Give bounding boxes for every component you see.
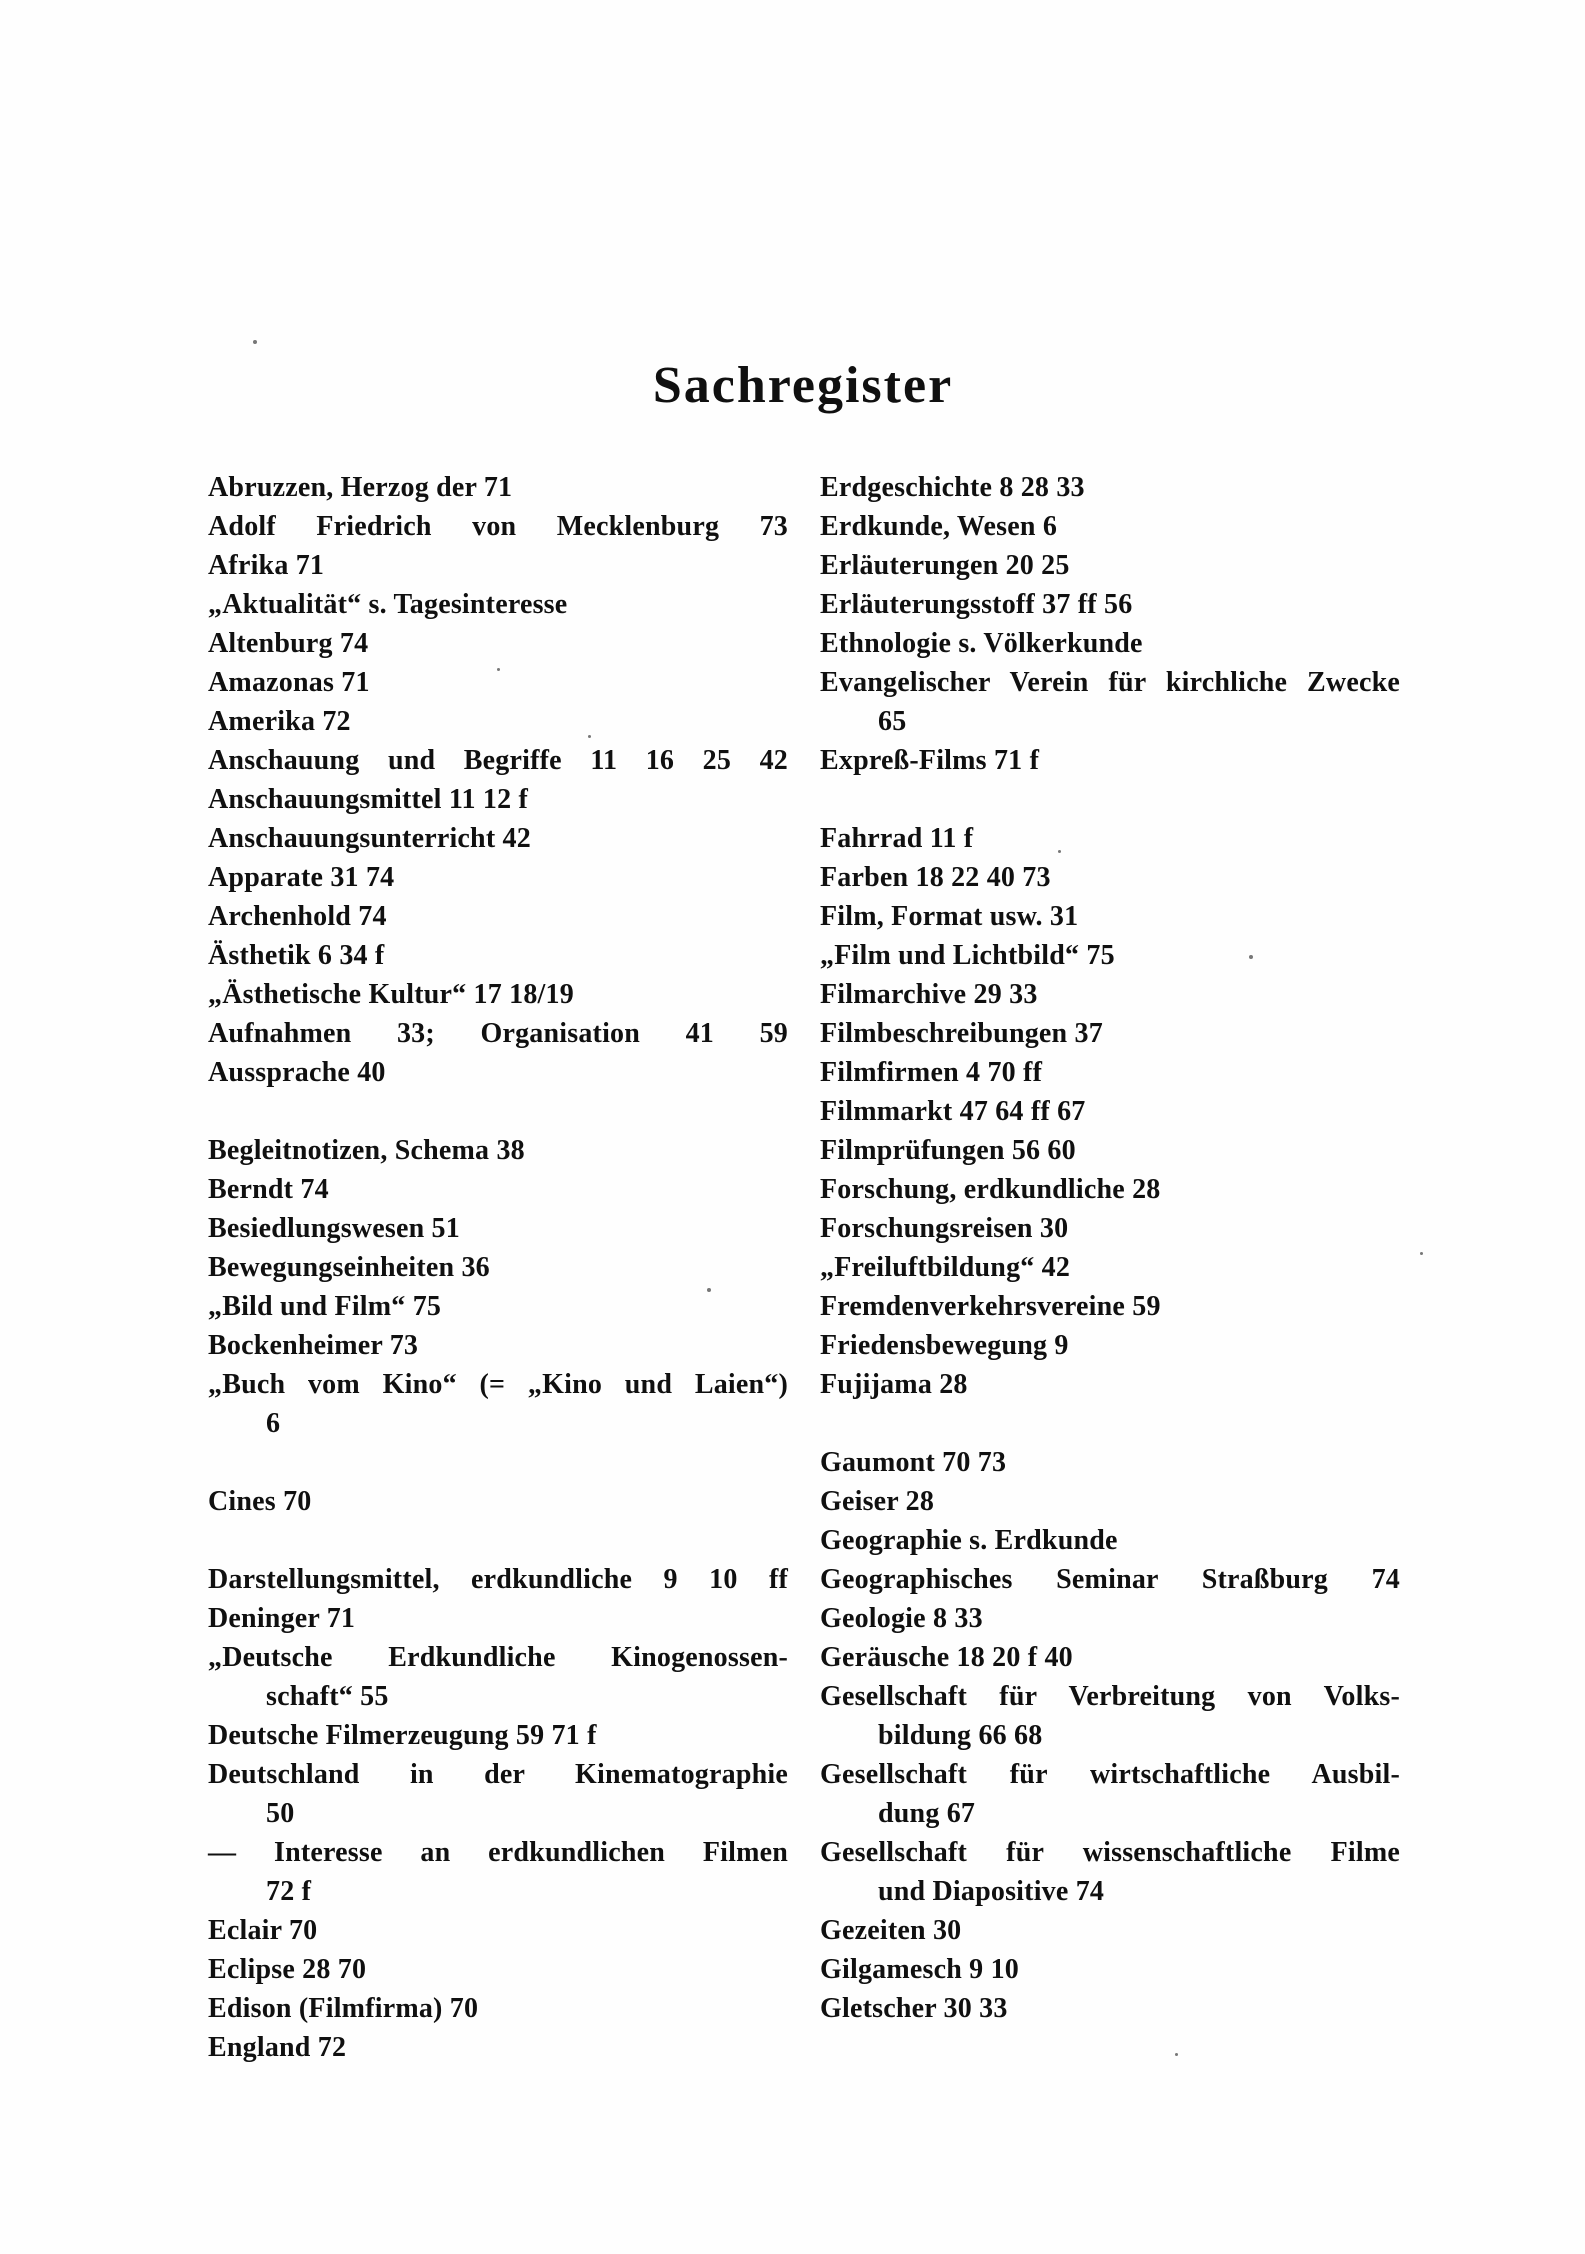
index-entry: Altenburg 74 (208, 628, 369, 659)
scan-speck (1420, 1252, 1423, 1255)
index-group (208, 1131, 788, 1443)
index-entry: schaft“ 55 (266, 1681, 389, 1712)
index-entry: Deutschland in der Kinematographie (208, 1759, 788, 1790)
index-entry: Forschungsreisen 30 (820, 1213, 1069, 1244)
index-entry: Farben 18 22 40 73 (820, 862, 1051, 893)
index-entry: Gilgamesch 9 10 (820, 1954, 1019, 1985)
page-title: Sachregister (652, 357, 954, 414)
index-group (820, 468, 1400, 780)
index-entry: Fremdenverkehrsvereine 59 (820, 1291, 1161, 1322)
index-entry: Begleitnotizen, Schema 38 (208, 1135, 525, 1166)
index-entry: Filmarchive 29 33 (820, 979, 1038, 1010)
index-entry: Filmprüfungen 56 60 (820, 1135, 1076, 1166)
index-entry: Fujijama 28 (820, 1369, 968, 1400)
scan-speck (707, 1288, 711, 1292)
index-entry: Fahrrad 11 f (820, 823, 974, 854)
index-entry: Gezeiten 30 (820, 1915, 962, 1946)
index-columns (208, 468, 1400, 2067)
index-entry: Film, Format usw. 31 (820, 901, 1079, 932)
index-entry: Filmmarkt 47 64 ff 67 (820, 1096, 1086, 1127)
index-entry: Geräusche 18 20 f 40 (820, 1642, 1073, 1673)
index-entry: Amazonas 71 (208, 667, 370, 698)
index-group (820, 819, 1400, 1404)
index-entry: Aussprache 40 (208, 1057, 386, 1088)
index-entry: Erdkunde, Wesen 6 (820, 511, 1058, 542)
index-entry: Eclair 70 (208, 1915, 318, 1946)
index-group (208, 1560, 788, 2067)
index-entry: Darstellungsmittel, erdkundliche 9 10 ff (208, 1564, 788, 1595)
scan-speck (1175, 2053, 1178, 2056)
index-entry: 72 f (266, 1876, 312, 1907)
index-entry: Geiser 28 (820, 1486, 935, 1517)
index-entry: Friedensbewegung 9 (820, 1330, 1069, 1361)
index-entry: Archenhold 74 (208, 901, 387, 932)
index-column-right (820, 468, 1400, 2067)
index-entry: Cines 70 (208, 1486, 312, 1517)
index-entry: Expreß-Films 71 f (820, 745, 1040, 776)
index-entry: Eclipse 28 70 (208, 1954, 367, 1985)
index-entry: Anschauungsmittel 11 12 f (208, 784, 529, 815)
index-entry: Geologie 8 33 (820, 1603, 983, 1634)
index-entry: Abruzzen, Herzog der 71 (208, 472, 513, 503)
scan-speck (1249, 955, 1253, 959)
index-entry: Berndt 74 (208, 1174, 329, 1205)
index-entry: Geographisches Seminar Straßburg 74 (820, 1564, 1400, 1595)
index-entry: Adolf Friedrich von Mecklenburg 73 (208, 511, 788, 542)
index-entry: Evangelischer Verein für kirchliche Zwecke (820, 667, 1400, 698)
index-entry: Erläuterungen 20 25 (820, 550, 1070, 581)
scan-speck (253, 340, 257, 344)
index-entry: Ästhetik 6 34 f (208, 940, 385, 971)
index-group (208, 1482, 788, 1521)
index-entry: Bewegungseinheiten 36 (208, 1252, 490, 1283)
index-entry: Deninger 71 (208, 1603, 356, 1634)
index-group (820, 1443, 1400, 2028)
index-entry: Anschauung und Begriffe 11 16 25 42 (208, 745, 788, 776)
index-entry: Besiedlungswesen 51 (208, 1213, 460, 1244)
index-entry: Amerika 72 (208, 706, 351, 737)
index-entry: bildung 66 68 (878, 1720, 1043, 1751)
index-entry: Gesellschaft für wirtschaftliche Ausbil- (820, 1759, 1400, 1790)
scan-speck (1058, 850, 1061, 853)
index-entry: Deutsche Filmerzeugung 59 71 f (208, 1720, 597, 1751)
index-entry: Gletscher 30 33 (820, 1993, 1008, 2024)
scan-speck (588, 735, 591, 738)
index-entry: 6 (266, 1408, 281, 1439)
index-entry: Forschung, erdkundliche 28 (820, 1174, 1161, 1205)
index-entry: „Deutsche Erdkundliche Kinogenossen- (208, 1642, 788, 1673)
index-entry: Filmfirmen 4 70 ff (820, 1057, 1043, 1088)
index-entry: Aufnahmen 33; Organisation 41 59 (208, 1018, 788, 1049)
index-entry: 65 (878, 706, 907, 737)
index-entry: Erläuterungsstoff 37 ff 56 (820, 589, 1133, 620)
index-entry: und Diapositive 74 (878, 1876, 1105, 1907)
index-column-left (208, 468, 788, 2067)
index-entry: „Bild und Film“ 75 (208, 1291, 442, 1322)
scan-speck (497, 668, 500, 671)
index-entry: Gesellschaft für wissenschaftliche Filme (820, 1837, 1400, 1868)
index-entry: Afrika 71 (208, 550, 325, 581)
index-entry: Erdgeschichte 8 28 33 (820, 472, 1085, 503)
index-entry: „Buch vom Kino“ (= „Kino und Laien“) (208, 1369, 788, 1400)
index-entry: „Aktualität“ s. Tagesinteresse (208, 589, 568, 620)
index-entry: dung 67 (878, 1798, 976, 1829)
index-entry: Ethnologie s. Völkerkunde (820, 628, 1143, 659)
index-entry: „Ästhetische Kultur“ 17 18/19 (208, 979, 574, 1010)
index-entry: Geographie s. Erdkunde (820, 1525, 1118, 1556)
index-entry: Apparate 31 74 (208, 862, 395, 893)
index-entry: Gesellschaft für Verbreitung von Volks- (820, 1681, 1400, 1712)
index-entry: 50 (266, 1798, 295, 1829)
index-entry: „Freiluftbildung“ 42 (820, 1252, 1071, 1283)
index-group (208, 468, 788, 1092)
index-entry: Gaumont 70 73 (820, 1447, 1007, 1478)
index-entry: Filmbeschreibungen 37 (820, 1018, 1103, 1049)
index-entry: England 72 (208, 2032, 347, 2063)
index-entry: Bockenheimer 73 (208, 1330, 419, 1361)
index-entry: — Interesse an erdkundlichen Filmen (208, 1837, 788, 1868)
index-entry: „Film und Lichtbild“ 75 (820, 940, 1115, 971)
index-entry: Anschauungsunterricht 42 (208, 823, 531, 854)
index-entry: Edison (Filmfirma) 70 (208, 1993, 479, 2024)
